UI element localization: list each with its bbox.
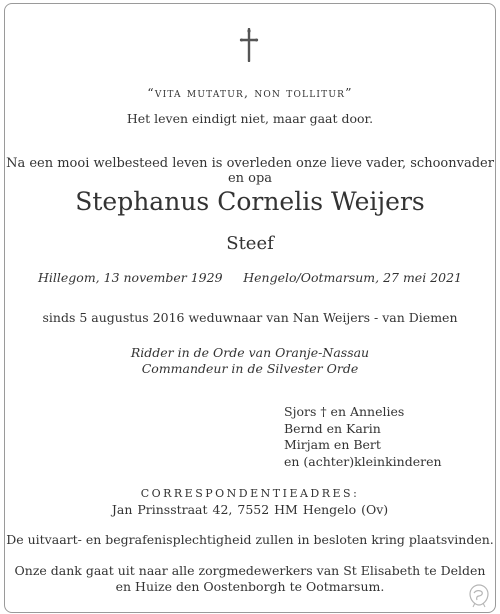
honor-line: Commandeur in de Silvester Orde (141, 361, 359, 376)
funeral-note: De uitvaart- en begrafenisplechtigheid zullen in besloten kring plaatsvinden. (6, 532, 494, 547)
family-line: Mirjam en Bert (284, 437, 381, 453)
honor-line: Ridder in de Orde van Oranje-Nassau (130, 345, 370, 360)
correspondence-address: Jan Prinsstraat 42, 7552 HM Hengelo (Ov) (111, 502, 389, 517)
thanks-line: en Huize den Oostenborgh te Ootmarsum. (115, 579, 385, 594)
correspondence-label: CORRESPONDENTIEADRES: (140, 487, 360, 500)
family-line: en (achter)kleinkinderen (284, 453, 442, 469)
motto: “vita mutatur, non tollitur” (147, 85, 353, 100)
intro-text: Na een mooi welbesteed leven is overleden onze lieve vader, schoonvader en opa (6, 156, 494, 186)
death-info: Hengelo/Ootmarsum, 27 mei 2021 (243, 270, 462, 285)
widower-line: sinds 5 augustus 2016 weduwnaar van Nan Weijers - van Diemen (42, 310, 458, 325)
family-line: Sjors † en Annelies (284, 404, 405, 419)
motto-translation: Het leven eindigt niet, maar gaat door. (126, 111, 374, 126)
birth-info: Hillegom, 13 november 1929 (38, 270, 223, 285)
nickname: Steef (226, 233, 274, 254)
thanks-line: Onze dank gaat uit naar alle zorgmedewerkers van St Elisabeth te Delden (14, 563, 486, 578)
family-line: Bernd en Karin (284, 420, 381, 436)
cross-icon (239, 28, 259, 62)
deceased-name: Stephanus Cornelis Weijers (75, 187, 425, 216)
dove-logo-icon (466, 582, 492, 608)
family-list (284, 404, 442, 470)
